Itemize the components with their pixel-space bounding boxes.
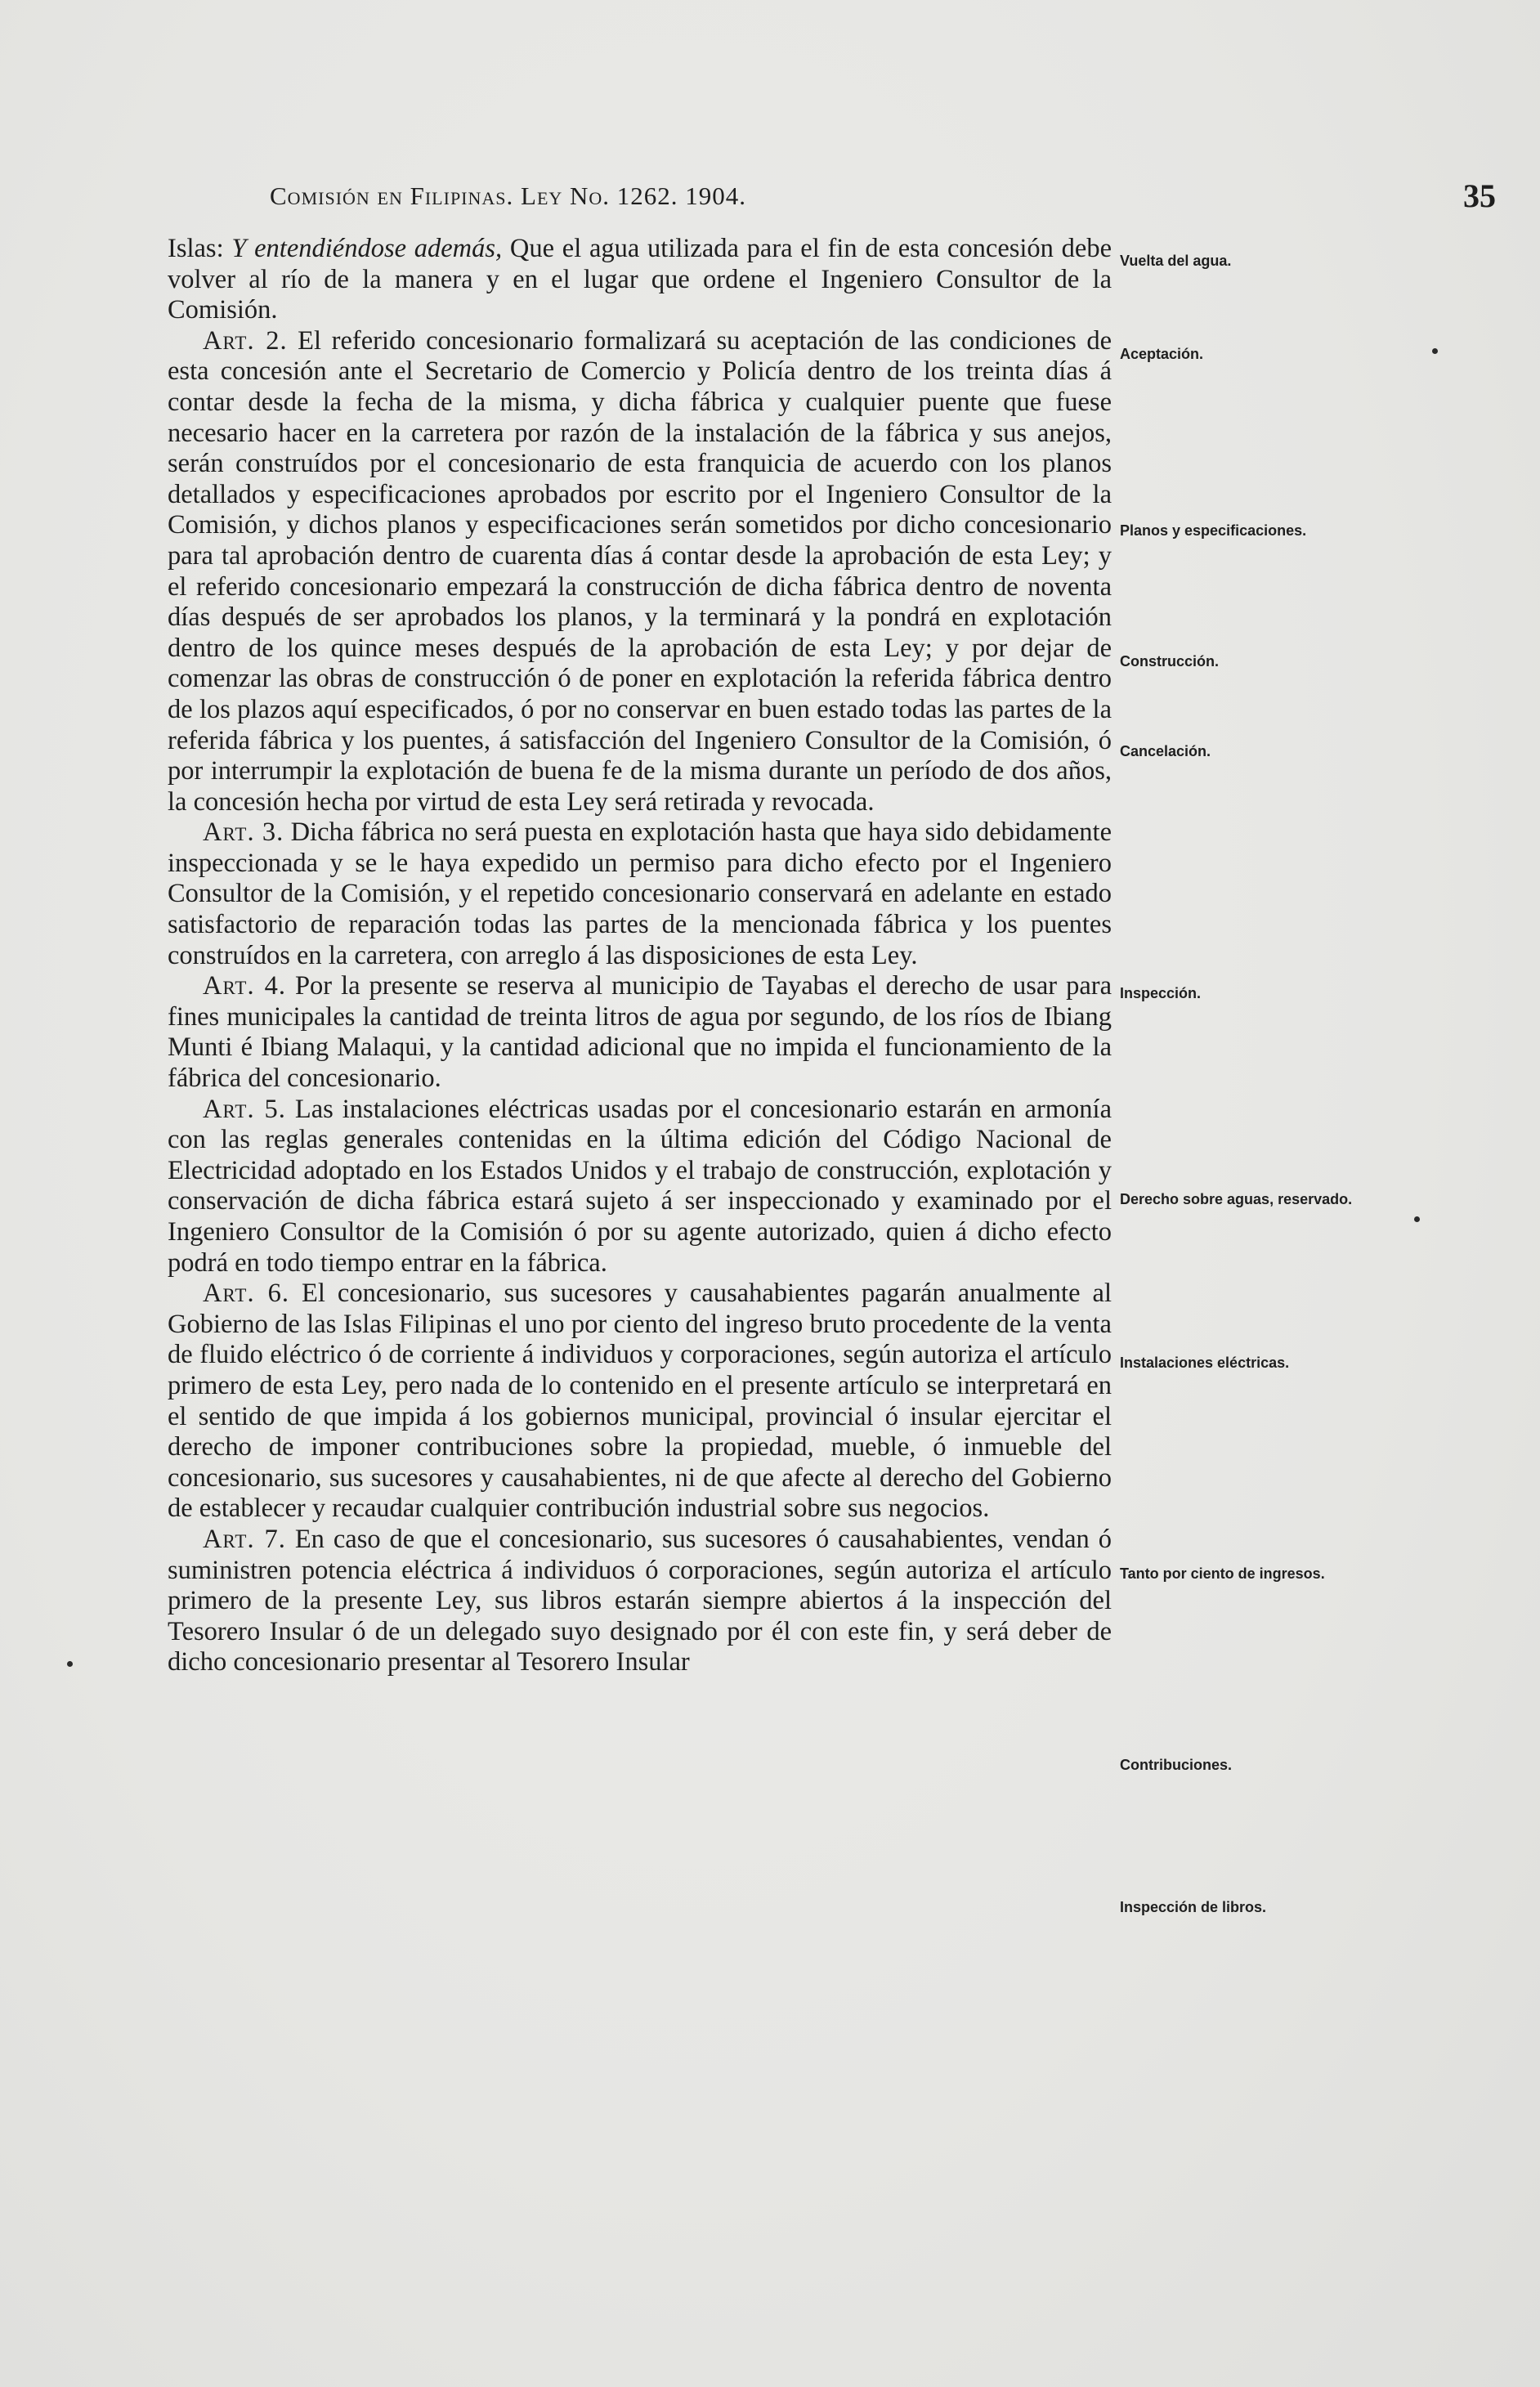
margin-note-construccion: Construcción. [1120,653,1220,670]
running-title: Comisión en Filipinas. Ley No. 1262. 1904. [270,181,747,210]
margin-note-contribuciones: Contribuciones. [1120,1757,1233,1773]
article-label: Art. 5. [203,1094,286,1124]
article-3 [168,817,1112,971]
article-text: Las instalaciones eléctricas usadas por el concesionario estarán en armonía con las reglas generales contenidas en la última edición del Código Nacional de Electricidad adoptado en los Estados Unidos y el trabajo de construcción, explotación y conservación de dicha fábrica estará sujeto á ser inspeccionado y examinado por el Ingeniero Consultor de la Comisión ó por su agente autorizado, quien á dicho efecto podrá en todo tiempo entrar en la fábrica. [168,1094,1112,1278]
margin-note-inspeccion-libros: Inspección de libros. [1120,1899,1267,1915]
article-text: El referido concesionario formalizará su aceptación de las condiciones de esta concesión ante el Secretario de Comercio y Policía dentro de los treinta días á contar desde la fecha de la misma, y dicha fábrica y cualquier puente que fuese necesario hacer en la carretera por razón de la instalación de la fábrica y sus anejos, serán construídos por el concesionario de esta franquicia de acuerdo con los planos detallados y especificaciones aprobados por escrito por el Ingeniero Consultor de la Comisión, y dichos planos y especificaciones serán sometidos por dicho concesionario para tal aprobación dentro de cuarenta días á contar desde la aprobación de esta Ley; y el referido concesionario empezará la construcción de dicha fábrica dentro de noventa días después de ser aprobados los planos, y la terminará y la pondrá en explotación dentro de los quince meses después de la aprobación de esta Ley; y por dejar de comenzar las obras de construcción ó de poner en explotación la referida fábrica dentro de los plazos aquí especificados, ó por no conservar en buen estado todas las partes de la referida fábrica y los puentes, á satisfacción del Ingeniero Consultor de la Comisión, ó por interrumpir la explotación de buena fe de la misma durante un período de dos años, la concesión hecha por virtud de esta Ley será retirada y revocada. [168,325,1112,817]
ink-speck [1432,348,1438,354]
article-4 [168,971,1112,1094]
article-text: Dicha fábrica no será puesta en explotación hasta que haya sido debidamente inspeccionada y se le haya expedido un permiso para dicho efecto por el Ingeniero Consultor de la Comisión, y el repetido concesionario conservará en adelante en estado satisfactorio de reparación todas las partes de la mencionada fábrica y los puentes construídos en la carretera, con arreglo á las disposiciones de esta Ley. [168,817,1112,970]
margin-note-planos: Planos y especificaciones. [1120,522,1307,539]
margin-note-tanto: Tanto por ciento de ingresos. [1120,1565,1325,1582]
paragraph-text: Que el agua utilizada para el fin de esta concesión debe volver al río de la manera y en el lugar que ordene el Ingeniero Consultor de la Comisión. [168,234,1112,325]
article-label: Art. 4. [203,971,286,1001]
body-text [168,234,1112,1678]
paragraph-islas [168,234,1112,326]
article-label: Art. 6. [203,1279,289,1309]
margin-note-derecho: Derecho sobre aguas, reservado. [1120,1191,1353,1207]
article-label: Art. 2. [203,325,288,356]
article-label: Art. 7. [203,1524,286,1554]
article-2 [168,326,1112,818]
page-number: 35 [1463,177,1496,214]
article-6 [168,1279,1112,1525]
article-text: En caso de que el concesionario, sus sucesores ó causahabientes, vendan ó suministren potencia eléctrica á individuos ó corporaciones, según autoriza el artículo primero de la presente Ley, sus libros estarán siempre abiertos á la inspección del Tesorero Insular ó de un delegado suyo designado por él con este fin, y será deber de dicho concesionario presentar al Tesorero Insular [168,1524,1112,1677]
article-5 [168,1095,1112,1279]
paragraph-italic: Y entendiéndose además, [231,234,503,263]
article-7 [168,1525,1112,1678]
margin-note-inspeccion: Inspección. [1120,985,1202,1001]
margin-note-instalaciones: Instalaciones eléctricas. [1120,1355,1290,1371]
margin-note-cancelacion: Cancelación. [1120,743,1211,759]
ink-speck [1414,1216,1420,1222]
margin-note-vuelta: Vuelta del agua. [1120,253,1232,269]
article-text: Por la presente se reserva al municipio de Tayabas el derecho de usar para fines municipales la cantidad de treinta litros de agua por segundo, de los ríos de Ibiang Munti é Ibiang Malaqui, y la cantidad adicional que no impida el funcionamiento de la fábrica del concesionario. [168,971,1112,1094]
margin-note-aceptacion: Aceptación. [1120,346,1204,362]
paragraph-lead: Islas: [168,234,232,263]
running-head [270,177,1496,214]
article-text: El concesionario, sus sucesores y causahabientes pagarán anualmente al Gobierno de las Islas Filipinas el uno por ciento del ingreso bruto procedente de la venta de fluido eléctrico ó de corriente á individuos y corporaciones, según autoriza el artículo primero de esta Ley, pero nada de lo contenido en el presente artículo se interpretará en el sentido de que impida á los gobiernos municipal, provincial ó insular ejercitar el derecho de imponer contribuciones sobre la propiedad, mueble, ó inmueble del concesionario, sus sucesores y causahabientes, ni de que afecte al derecho del Gobierno de establecer y recaudar cualquier contribución industrial sobre sus negocios. [168,1279,1112,1524]
ink-speck [67,1661,73,1667]
article-label: Art. 3. [203,817,284,848]
